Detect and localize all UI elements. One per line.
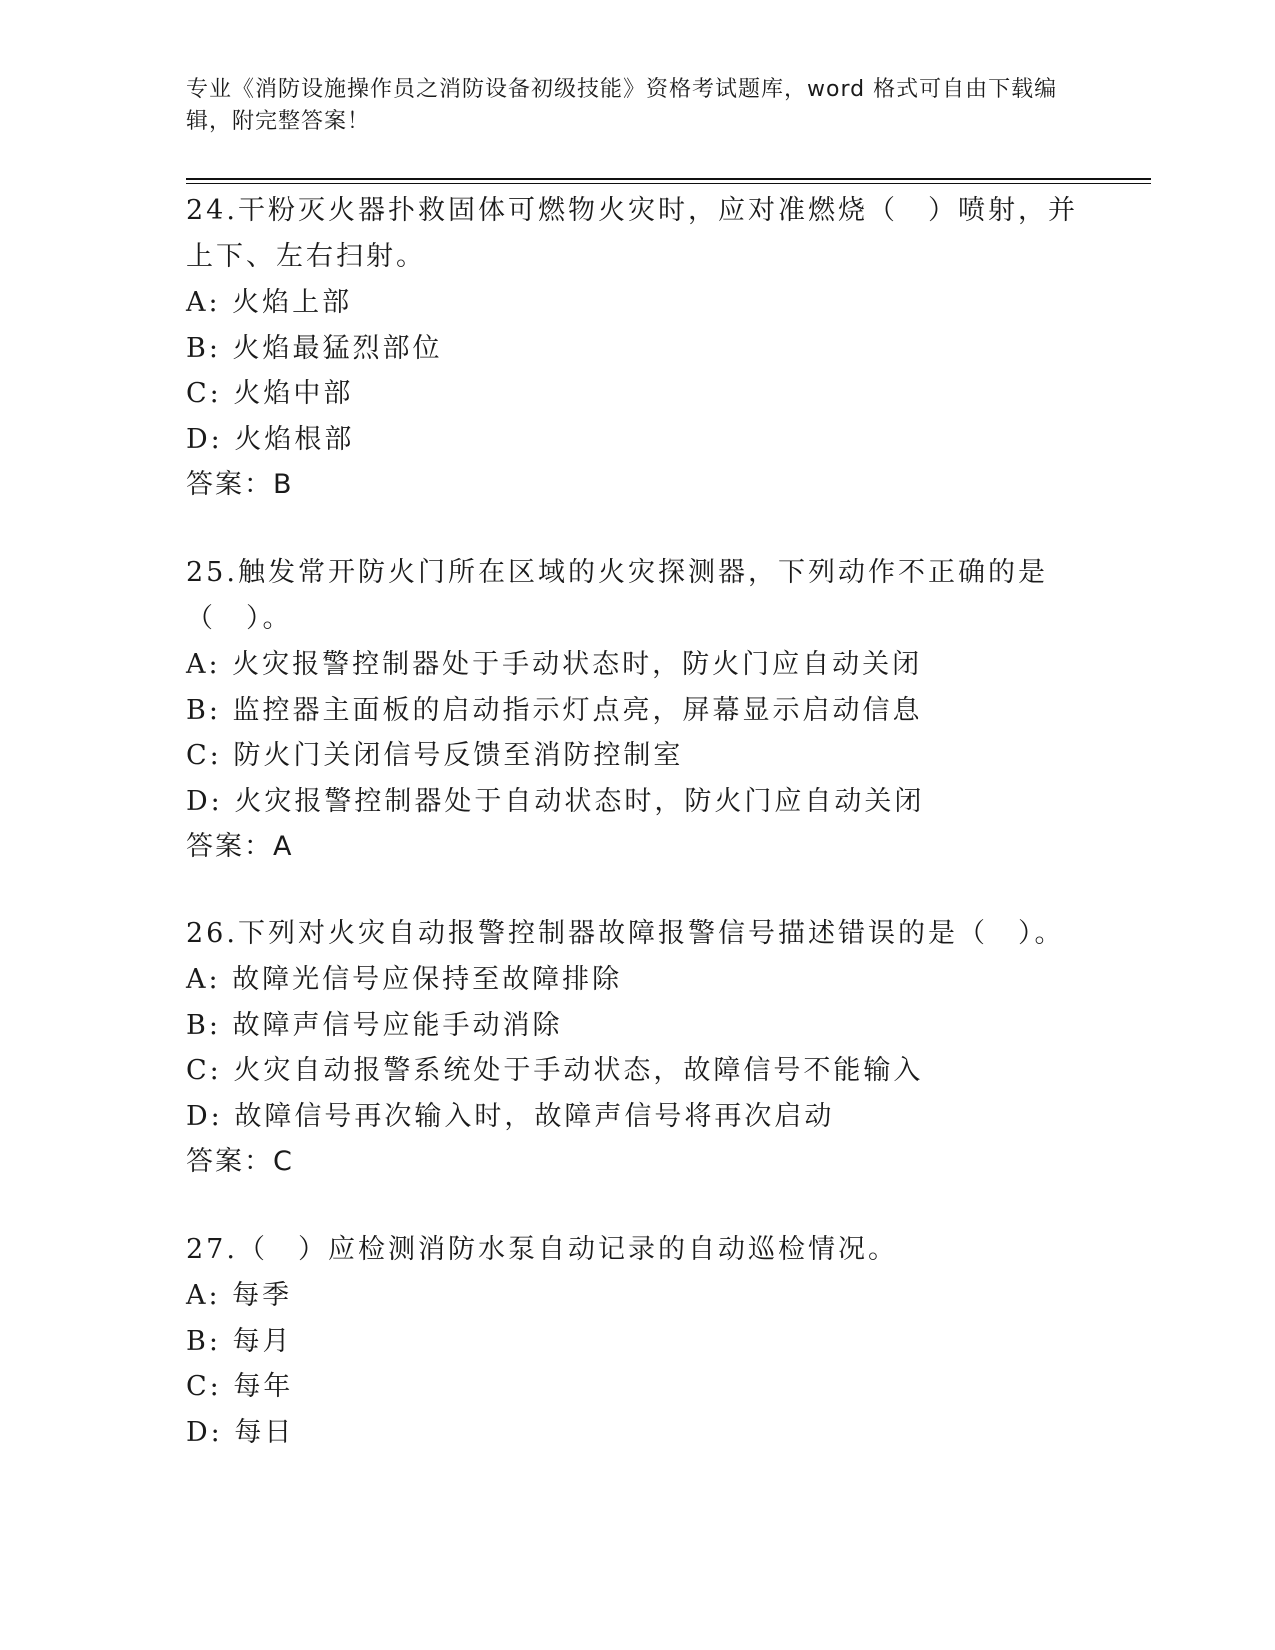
question-27 [186,1227,1086,1455]
document-header: 专业《消防设施操作员之消防设备初级技能》资格考试题库，word 格式可自由下载编辑，附完整答案！ [186,77,1058,134]
option-d: D: 火灾报警控制器处于自动状态时，防火门应自动关闭 [186,785,925,817]
option-a: A: 每季 [186,1280,293,1311]
question-24 [186,188,1086,508]
option-a: A: 故障光信号应保持至故障排除 [186,964,623,995]
option-c: C: 火灾自动报警系统处于手动状态，故障信号不能输入 [186,1055,924,1086]
option-d: D: 火焰根部 [186,423,355,455]
option-b: B: 每月 [186,1325,293,1357]
option-c: C: 防火门关闭信号反馈至消防控制室 [186,740,684,771]
answer-line: 答案：C [186,1146,294,1177]
answer-line: 答案：A [186,831,294,862]
header-divider-thin [186,183,1151,184]
question-25 [186,550,1086,870]
option-c: C: 每年 [186,1371,294,1402]
option-c: C: 火焰中部 [186,378,354,409]
question-text: 27.（ ）应检测消防水泵自动记录的自动巡检情况。 [186,1234,898,1265]
option-a: A: 火焰上部 [186,287,353,318]
option-d: D: 每日 [186,1416,295,1448]
header-divider-thick [186,178,1151,180]
option-b: B: 故障声信号应能手动消除 [186,1009,563,1041]
question-text: 26.下列对火灾自动报警控制器故障报警信号描述错误的是（ ）。 [186,918,1065,949]
option-b: B: 火焰最猛烈部位 [186,332,443,364]
question-text: 25.触发常开防火门所在区域的火灾探测器，下列动作不正确的是（ ）。 [186,557,1048,634]
question-text: 24.干粉灭火器扑救固体可燃物火灾时，应对准燃烧（ ）喷射，并上下、左右扫射。 [186,195,1078,272]
option-d: D: 故障信号再次输入时，故障声信号将再次启动 [186,1100,835,1132]
question-26 [186,911,1086,1185]
answer-line: 答案：B [186,469,294,500]
option-b: B: 监控器主面板的启动指示灯点亮，屏幕显示启动信息 [186,694,923,726]
option-a: A: 火灾报警控制器处于手动状态时，防火门应自动关闭 [186,649,923,680]
